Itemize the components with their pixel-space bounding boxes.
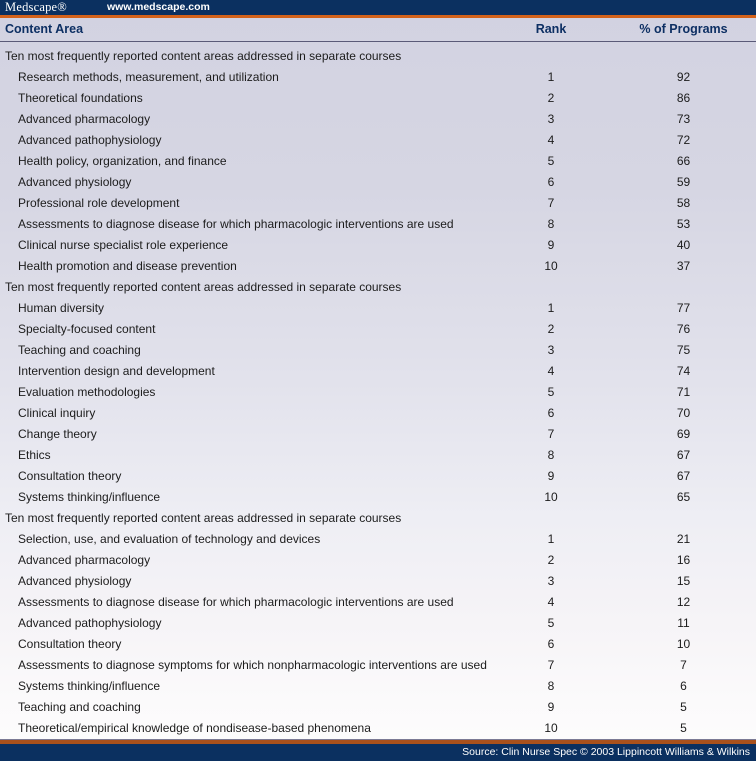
cell-rank: 6	[547, 405, 555, 420]
cell-rank: 2	[547, 90, 555, 105]
column-header-percent-of-programs: % of Programs	[639, 22, 728, 37]
cell-rank: 9	[547, 237, 555, 252]
cell-rank: 1	[547, 300, 555, 315]
cell-content-area: Teaching and coaching	[18, 699, 141, 714]
cell-rank: 4	[547, 363, 555, 378]
cell-content-area: Advanced pharmacology	[18, 111, 151, 126]
table-row	[0, 444, 756, 465]
cell-percent-of-programs: 15	[676, 573, 691, 588]
cell-percent-of-programs: 76	[676, 321, 691, 336]
table-row	[0, 234, 756, 255]
cell-percent-of-programs: 67	[676, 447, 691, 462]
cell-rank: 5	[547, 615, 555, 630]
cell-percent-of-programs: 77	[676, 300, 691, 315]
cell-content-area: Change theory	[18, 426, 97, 441]
table-row	[0, 339, 756, 360]
cell-rank: 10	[544, 720, 558, 735]
cell-content-area: Human diversity	[18, 300, 105, 315]
cell-content-area: Specialty-focused content	[18, 321, 156, 336]
table-row	[0, 717, 756, 738]
cell-content-area: Intervention design and development	[18, 363, 215, 378]
section-heading-row	[0, 45, 756, 66]
cell-percent-of-programs: 73	[676, 111, 691, 126]
cell-percent-of-programs: 40	[676, 237, 691, 252]
table-row	[0, 570, 756, 591]
table-row	[0, 297, 756, 318]
cell-rank: 8	[547, 447, 555, 462]
cell-content-area: Advanced physiology	[18, 174, 132, 189]
cell-percent-of-programs: 70	[676, 405, 691, 420]
cell-percent-of-programs: 7	[680, 657, 687, 672]
table-row	[0, 255, 756, 276]
cell-rank: 10	[544, 489, 558, 504]
cell-percent-of-programs: 16	[676, 552, 691, 567]
section-heading-row	[0, 507, 756, 528]
cell-percent-of-programs: 11	[677, 615, 690, 630]
cell-content-area: Clinical nurse specialist role experience	[18, 237, 229, 252]
table-row	[0, 192, 756, 213]
table-row	[0, 360, 756, 381]
cell-content-area: Assessments to diagnose disease for which pharmacologic interventions are used	[18, 594, 454, 609]
section-heading-row	[0, 276, 756, 297]
cell-rank: 2	[547, 321, 555, 336]
table-row	[0, 465, 756, 486]
cell-rank: 3	[547, 573, 555, 588]
table-row	[0, 423, 756, 444]
cell-percent-of-programs: 67	[676, 468, 691, 483]
cell-rank: 7	[547, 657, 555, 672]
cell-rank: 7	[547, 195, 555, 210]
table-row	[0, 633, 756, 654]
column-header-rank: Rank	[535, 22, 567, 37]
cell-percent-of-programs: 58	[676, 195, 691, 210]
cell-percent-of-programs: 6	[680, 678, 687, 693]
table-row	[0, 87, 756, 108]
cell-content-area: Teaching and coaching	[18, 342, 141, 357]
cell-rank: 10	[544, 258, 558, 273]
cell-content-area: Theoretical foundations	[18, 90, 143, 105]
cell-content-area: Ethics	[18, 447, 51, 462]
cell-percent-of-programs: 37	[676, 258, 691, 273]
cell-content-area: Theoretical/empirical knowledge of nondisease-based phenomena	[18, 720, 371, 735]
cell-percent-of-programs: 66	[676, 153, 691, 168]
cell-content-area: Health promotion and disease prevention	[18, 258, 237, 273]
cell-percent-of-programs: 71	[676, 384, 691, 399]
cell-content-area: Consultation theory	[18, 468, 122, 483]
cell-content-area: Evaluation methodologies	[18, 384, 156, 399]
cell-content-area: Systems thinking/influence	[18, 489, 161, 504]
table-row	[0, 612, 756, 633]
cell-content-area: Health policy, organization, and finance	[18, 153, 227, 168]
cell-content-area: Advanced physiology	[18, 573, 132, 588]
cell-rank: 1	[547, 69, 555, 84]
cell-rank: 2	[547, 552, 555, 567]
cell-content-area: Consultation theory	[18, 636, 122, 651]
cell-rank: 4	[547, 594, 555, 609]
cell-content-area: Advanced pharmacology	[18, 552, 151, 567]
cell-percent-of-programs: 12	[676, 594, 691, 609]
cell-content-area: Advanced pathophysiology	[18, 132, 162, 147]
cell-rank: 8	[547, 216, 555, 231]
cell-rank: 4	[547, 132, 555, 147]
section-heading-label: Ten most frequently reported content areas addressed in separate courses	[5, 279, 402, 294]
cell-percent-of-programs: 86	[676, 90, 691, 105]
cell-content-area: Assessments to diagnose disease for which pharmacologic interventions are used	[18, 216, 454, 231]
table-row	[0, 318, 756, 339]
cell-percent-of-programs: 72	[676, 132, 691, 147]
table-row	[0, 675, 756, 696]
cell-percent-of-programs: 53	[676, 216, 691, 231]
table-row	[0, 108, 756, 129]
cell-content-area: Systems thinking/influence	[18, 678, 161, 693]
cell-rank: 6	[547, 636, 555, 651]
source-citation: Source: Clin Nurse Spec © 2003 Lippincott Williams & Wilkins	[462, 746, 750, 759]
cell-rank: 3	[547, 111, 555, 126]
cell-rank: 1	[547, 531, 555, 546]
cell-rank: 5	[547, 153, 555, 168]
cell-rank: 5	[547, 384, 555, 399]
table-row	[0, 381, 756, 402]
table-row	[0, 213, 756, 234]
table-row	[0, 654, 756, 675]
brand-header-bar	[0, 0, 756, 15]
cell-percent-of-programs: 65	[676, 489, 691, 504]
table-row	[0, 129, 756, 150]
cell-rank: 9	[547, 468, 555, 483]
cell-rank: 9	[547, 699, 555, 714]
table-row	[0, 696, 756, 717]
cell-content-area: Advanced pathophysiology	[18, 615, 162, 630]
cell-rank: 3	[547, 342, 555, 357]
table-row	[0, 486, 756, 507]
table-row	[0, 66, 756, 87]
cell-rank: 7	[547, 426, 555, 441]
cell-percent-of-programs: 74	[676, 363, 691, 378]
medscape-url: www.medscape.com	[106, 1, 210, 14]
column-header-content-area: Content Area	[5, 22, 84, 37]
cell-content-area: Clinical inquiry	[18, 405, 96, 420]
table-row	[0, 150, 756, 171]
footer-bar	[0, 744, 756, 761]
cell-rank: 8	[547, 678, 555, 693]
medscape-logo: Medscape®	[5, 0, 67, 15]
cell-percent-of-programs: 10	[676, 636, 691, 651]
table-row	[0, 591, 756, 612]
table-row	[0, 528, 756, 549]
table-body	[0, 42, 756, 739]
table-row	[0, 549, 756, 570]
cell-percent-of-programs: 59	[676, 174, 691, 189]
cell-content-area: Assessments to diagnose symptoms for which nonpharmacologic interventions are used	[18, 657, 487, 672]
cell-percent-of-programs: 69	[676, 426, 691, 441]
cell-rank: 6	[547, 174, 555, 189]
cell-percent-of-programs: 5	[680, 720, 687, 735]
section-heading-label: Ten most frequently reported content areas addressed in separate courses	[5, 510, 402, 525]
cell-percent-of-programs: 92	[676, 69, 691, 84]
cell-percent-of-programs: 21	[676, 531, 691, 546]
table-row	[0, 402, 756, 423]
table-column-header-row	[0, 18, 756, 42]
cell-content-area: Research methods, measurement, and utilization	[18, 69, 279, 84]
cell-percent-of-programs: 5	[680, 699, 687, 714]
section-heading-label: Ten most frequently reported content areas addressed in separate courses	[5, 48, 402, 63]
cell-content-area: Professional role development	[18, 195, 180, 210]
cell-percent-of-programs: 75	[676, 342, 691, 357]
table-row	[0, 171, 756, 192]
cell-content-area: Selection, use, and evaluation of technology and devices	[18, 531, 321, 546]
